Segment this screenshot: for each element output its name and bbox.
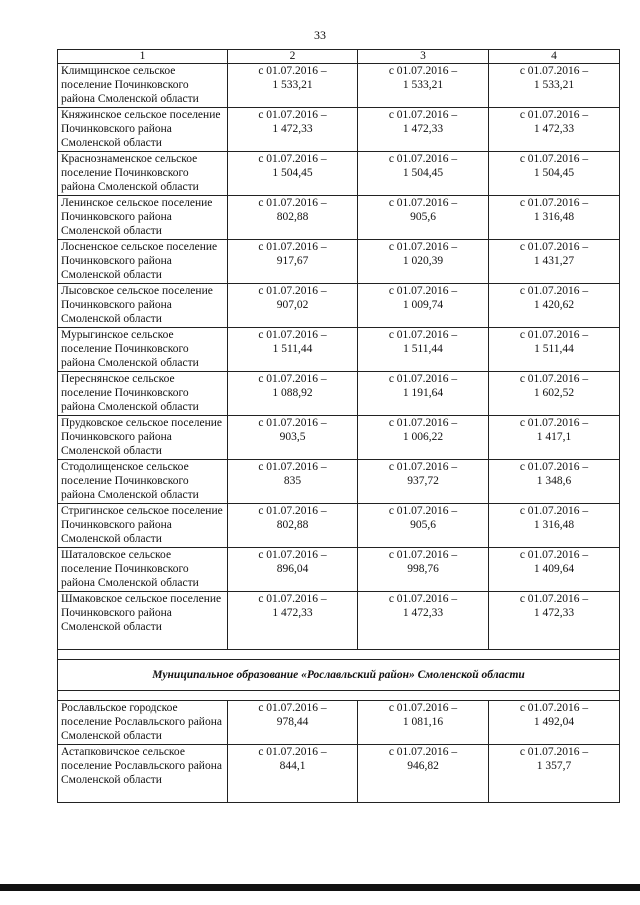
period-label: с 01.07.2016 – [388,197,458,209]
tariff-value: 1 472,33 [533,607,575,619]
tariff-cell-col2 [228,240,358,284]
tariff-value: 1 533,21 [533,79,575,91]
period-label: с 01.07.2016 – [388,417,458,429]
tariff-value: 905,6 [410,519,436,531]
tariff-cell-col4 [489,460,620,504]
tariff-value: 1 020,39 [402,255,444,267]
tariff-cell-col3 [358,328,489,372]
tariff-value: 1 420,62 [533,299,575,311]
tariff-value: 1 533,21 [402,79,444,91]
tariff-cell-col3 [358,504,489,548]
tariff-value: 1 081,16 [402,716,444,728]
column-header-3: 3 [358,50,489,64]
tariff-value: 1 472,33 [402,607,444,619]
tariff-value: 844,1 [279,760,306,772]
settlement-name: Шаталовское сельское поселение Починковского района Смоленской области [58,548,228,592]
period-label: с 01.07.2016 – [258,549,327,561]
tariff-cell-col2 [228,152,358,196]
settlement-name: Климщинское сельское поселение Починковского района Смоленской области [58,64,228,108]
tariff-cell-col4 [489,372,620,416]
period-label: с 01.07.2016 – [519,593,589,605]
period-label: с 01.07.2016 – [258,593,327,605]
page-number: 33 [314,28,326,42]
settlement-name: Лысовское сельское поселение Починковского района Смоленской области [58,284,228,328]
tariff-cell-col2 [228,372,358,416]
tariff-value: 1 511,44 [534,343,574,355]
spacer-cell [58,691,620,701]
tariff-value: 903,5 [279,431,306,443]
tariff-cell-col3 [358,284,489,328]
tariff-value: 905,6 [410,211,436,223]
tariff-cell-col2 [228,328,358,372]
period-label: с 01.07.2016 – [258,197,327,209]
tariff-cell-col4 [489,152,620,196]
tariff-value: 802,88 [276,211,309,223]
tariff-cell-col2 [228,416,358,460]
tariff-cell-col3 [358,592,489,650]
tariff-cell-col4 [489,240,620,284]
tariff-cell-col3 [358,745,489,803]
tariff-value: 917,67 [276,255,309,267]
period-label: с 01.07.2016 – [519,109,589,121]
tariff-value: 1 504,45 [272,167,313,179]
tariff-cell-col3 [358,64,489,108]
tariff-value: 1 472,33 [533,123,575,135]
tariff-value: 835 [283,475,302,487]
period-label: с 01.07.2016 – [258,65,327,77]
tariff-cell-col2 [228,745,358,803]
tariff-value: 998,76 [407,563,439,575]
settlement-name: Шмаковское сельское поселение Починковского района Смоленской области [58,592,228,650]
tariff-cell-col4 [489,592,620,650]
tariff-value: 896,04 [276,563,309,575]
tariff-cell-col4 [489,328,620,372]
tariff-value: 1 357,7 [536,760,572,772]
tariff-cell-col4 [489,745,620,803]
period-label: с 01.07.2016 – [388,746,458,758]
period-label: с 01.07.2016 – [258,153,327,165]
settlement-name: Мурыгинское сельское поселение Починковского района Смоленской области [58,328,228,372]
table-row [58,152,620,196]
tariff-cell-col2 [228,196,358,240]
tariff-value: 1 511,44 [403,343,443,355]
table-row [58,416,620,460]
tariff-cell-col4 [489,64,620,108]
tariff-value: 1 533,21 [272,79,313,91]
tariff-cell-col4 [489,504,620,548]
period-label: с 01.07.2016 – [519,461,589,473]
tariff-cell-col2 [228,284,358,328]
period-label: с 01.07.2016 – [519,417,589,429]
period-label: с 01.07.2016 – [258,702,327,714]
tariff-cell-col2 [228,460,358,504]
period-label: с 01.07.2016 – [258,746,327,758]
period-label: с 01.07.2016 – [258,505,327,517]
table-row [58,548,620,592]
settlement-name: Астапковичское сельское поселение Рославльского района Смоленской области [58,745,228,803]
tariff-cell-col3 [358,108,489,152]
period-label: с 01.07.2016 – [388,285,458,297]
period-label: с 01.07.2016 – [388,65,458,77]
period-label: с 01.07.2016 – [519,153,589,165]
period-label: с 01.07.2016 – [258,373,327,385]
tariff-value: 1 409,64 [533,563,575,575]
tariff-cell-col4 [489,196,620,240]
tariff-cell-col4 [489,284,620,328]
tariff-cell-col4 [489,416,620,460]
tariff-value: 1 088,92 [272,387,313,399]
tariff-value: 1 472,33 [272,123,313,135]
period-label: с 01.07.2016 – [388,373,458,385]
table-row [58,372,620,416]
section-header-row [58,660,620,691]
settlement-name: Княжинское сельское поселение Починковского района Смоленской области [58,108,228,152]
period-label: с 01.07.2016 – [258,109,327,121]
section-title: Муниципальное образование «Рославльский район» Смоленской области [58,660,620,691]
tariff-cell-col3 [358,372,489,416]
tariff-value: 1 316,48 [533,211,575,223]
settlement-name: Ленинское сельское поселение Починковского района Смоленской области [58,196,228,240]
table-row [58,701,620,745]
settlement-name: Краснознаменское сельское поселение Починковского района Смоленской области [58,152,228,196]
period-label: с 01.07.2016 – [388,702,458,714]
tariff-value: 946,82 [407,760,439,772]
period-label: с 01.07.2016 – [388,329,458,341]
tariff-cell-col4 [489,701,620,745]
tariff-value: 978,44 [276,716,309,728]
tariff-cell-col3 [358,416,489,460]
period-label: с 01.07.2016 – [519,197,589,209]
period-label: с 01.07.2016 – [519,329,589,341]
tariff-cell-col3 [358,196,489,240]
tariff-cell-col2 [228,548,358,592]
period-label: с 01.07.2016 – [258,461,327,473]
tariff-value: 1 472,33 [402,123,444,135]
tariff-cell-col2 [228,108,358,152]
tariff-value: 1 492,04 [533,716,575,728]
tariff-cell-col3 [358,152,489,196]
period-label: с 01.07.2016 – [388,549,458,561]
tariff-table [57,49,620,803]
tariff-value: 1 417,1 [536,431,572,443]
column-header-4: 4 [489,50,620,64]
period-label: с 01.07.2016 – [388,241,458,253]
tariff-value: 802,88 [276,519,309,531]
settlement-name: Стригинское сельское поселение Починковского района Смоленской области [58,504,228,548]
tariff-value: 907,02 [276,299,309,311]
tariff-cell-col4 [489,548,620,592]
period-label: с 01.07.2016 – [258,241,327,253]
period-label: с 01.07.2016 – [519,241,589,253]
period-label: с 01.07.2016 – [519,505,589,517]
header-row [58,50,620,64]
period-label: с 01.07.2016 – [519,549,589,561]
column-header-2: 2 [228,50,358,64]
tariff-value: 1 504,45 [533,167,575,179]
tariff-value: 1 504,45 [402,167,444,179]
tariff-cell-col2 [228,701,358,745]
period-label: с 01.07.2016 – [388,461,458,473]
table-row [58,460,620,504]
settlement-name: Переснянское сельское поселение Починковского района Смоленской области [58,372,228,416]
tariff-cell-col3 [358,240,489,284]
period-label: с 01.07.2016 – [519,373,589,385]
table-row [58,328,620,372]
table-row [58,504,620,548]
table-row [58,64,620,108]
tariff-value: 1 602,52 [533,387,575,399]
period-label: с 01.07.2016 – [519,285,589,297]
period-label: с 01.07.2016 – [388,153,458,165]
tariff-value: 1 511,44 [272,343,313,355]
bottom-scan-border [0,884,640,891]
column-header-1: 1 [58,50,228,64]
tariff-cell-col2 [228,64,358,108]
period-label: с 01.07.2016 – [388,593,458,605]
table-row [58,108,620,152]
tariff-value: 1 348,6 [536,475,572,487]
table-row [58,240,620,284]
period-label: с 01.07.2016 – [258,417,327,429]
tariff-value: 1 431,27 [533,255,575,267]
tariff-cell-col2 [228,592,358,650]
tariff-value: 937,72 [407,475,439,487]
period-label: с 01.07.2016 – [519,746,589,758]
settlement-name: Лосненское сельское поселение Починковского района Смоленской области [58,240,228,284]
tariff-value: 1 006,22 [402,431,444,443]
spacer-cell [58,650,620,660]
period-label: с 01.07.2016 – [519,702,589,714]
tariff-value: 1 191,64 [402,387,444,399]
spacer-row [58,691,620,701]
settlement-name: Стодолищенское сельское поселение Починковского района Смоленской области [58,460,228,504]
table-row [58,745,620,803]
spacer-row [58,650,620,660]
table-row [58,196,620,240]
period-label: с 01.07.2016 – [388,505,458,517]
settlement-name: Рославльское городское поселение Рославльского района Смоленской области [58,701,228,745]
table-row [58,284,620,328]
tariff-cell-col3 [358,548,489,592]
period-label: с 01.07.2016 – [519,65,589,77]
tariff-value: 1 472,33 [272,607,313,619]
settlement-name: Прудковское сельское поселение Починковского района Смоленской области [58,416,228,460]
period-label: с 01.07.2016 – [258,329,327,341]
tariff-cell-col4 [489,108,620,152]
period-label: с 01.07.2016 – [258,285,327,297]
tariff-cell-col3 [358,701,489,745]
tariff-cell-col3 [358,460,489,504]
tariff-cell-col2 [228,504,358,548]
tariff-value: 1 009,74 [402,299,444,311]
tariff-value: 1 316,48 [533,519,575,531]
period-label: с 01.07.2016 – [388,109,458,121]
table-row [58,592,620,650]
